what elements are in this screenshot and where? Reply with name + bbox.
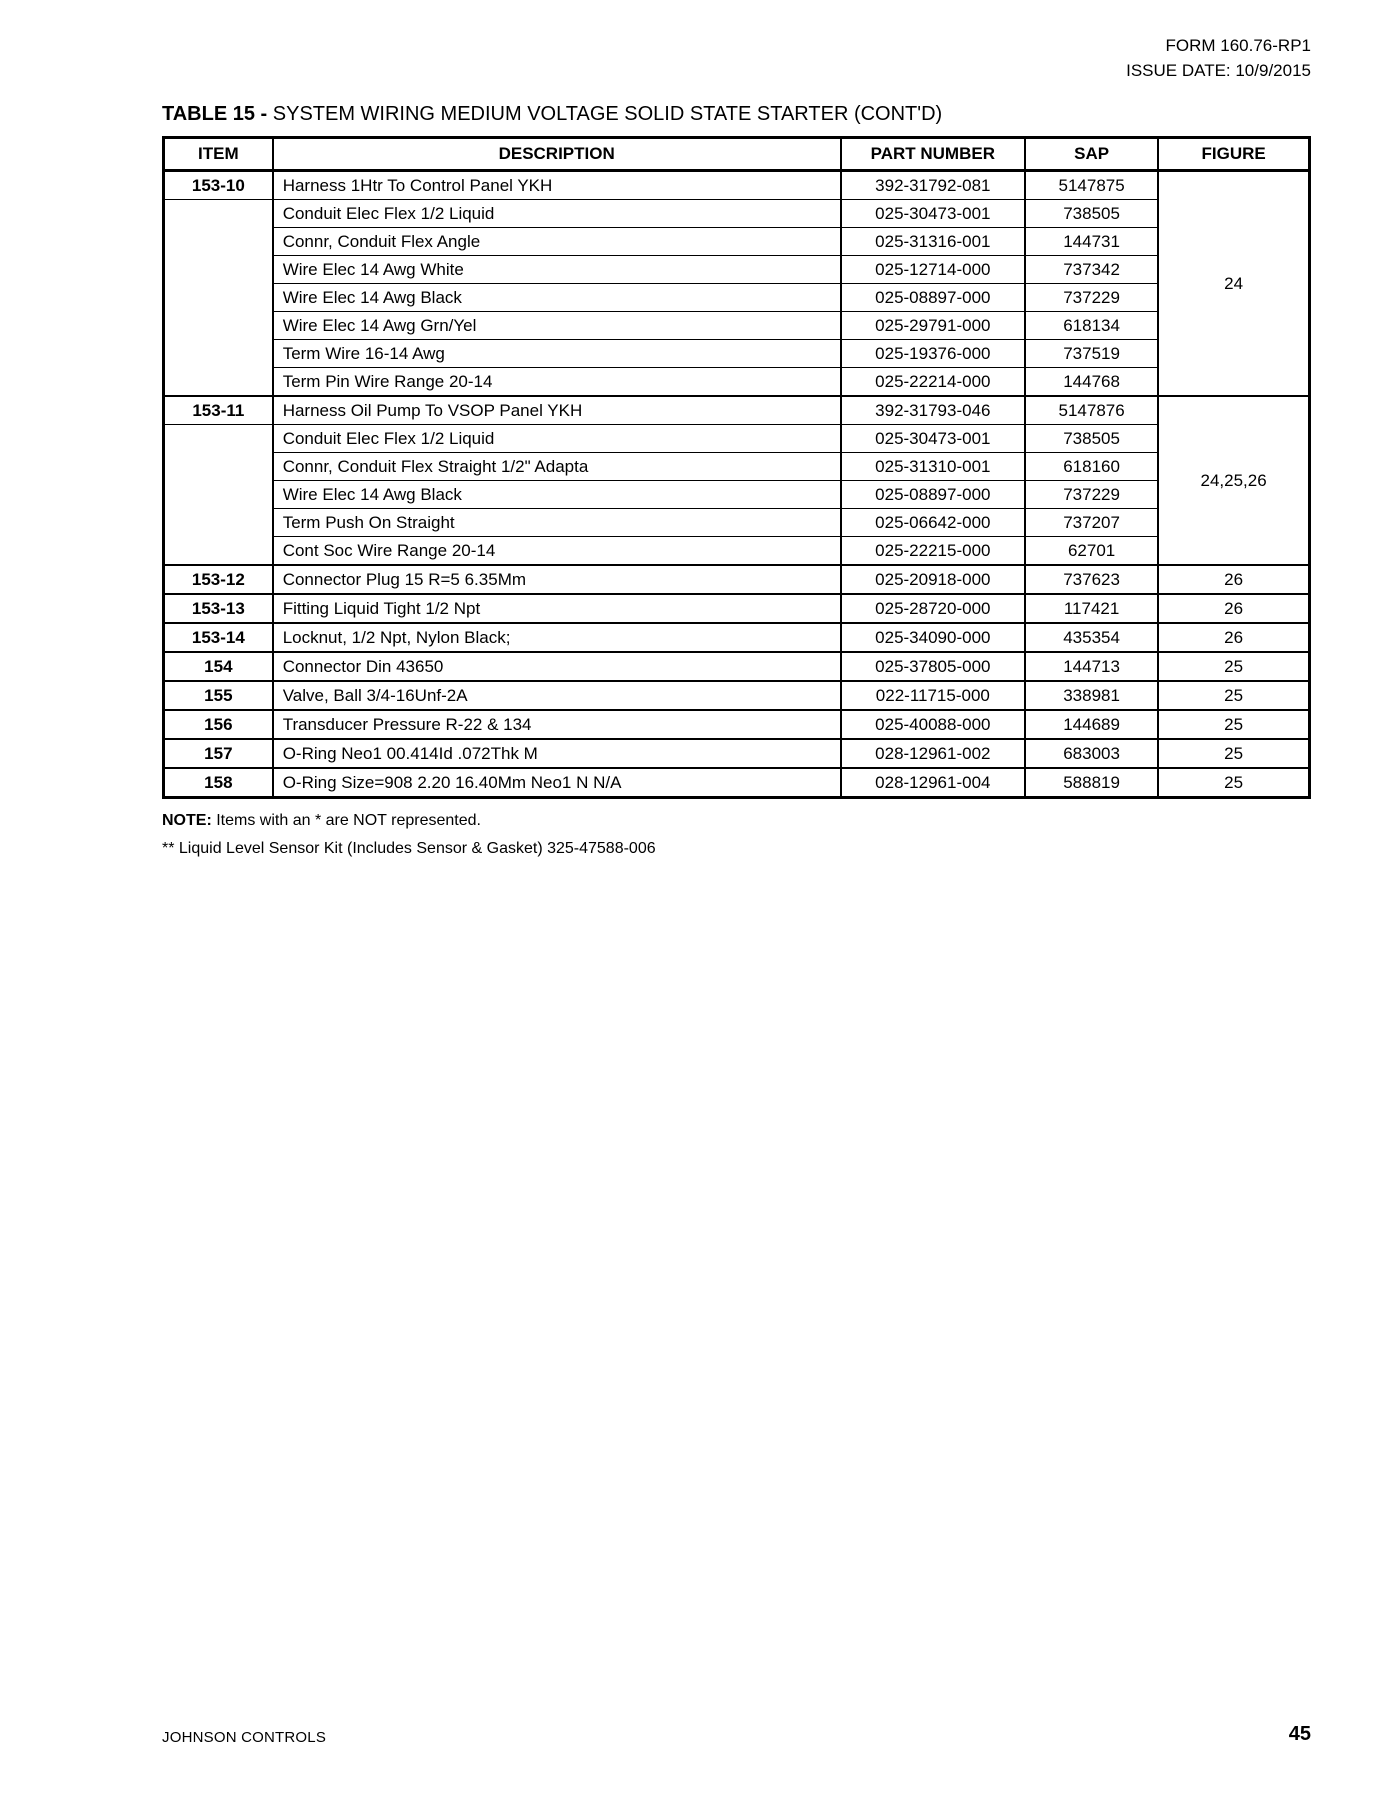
sap-cell: 737207	[1025, 509, 1158, 537]
table-row	[164, 565, 1310, 594]
table-row	[164, 312, 1310, 340]
table-row	[164, 256, 1310, 284]
table-row	[164, 228, 1310, 256]
form-number: FORM 160.76-RP1	[1165, 36, 1311, 55]
table-row	[164, 681, 1310, 710]
part-number-cell: 025-28720-000	[841, 594, 1025, 623]
description-cell: Term Wire 16-14 Awg	[273, 340, 841, 368]
description-cell: Wire Elec 14 Awg Grn/Yel	[273, 312, 841, 340]
column-header: DESCRIPTION	[273, 138, 841, 171]
column-header: FIGURE	[1158, 138, 1309, 171]
figure-cell: 25	[1158, 710, 1309, 739]
description-cell: Conduit Elec Flex 1/2 Liquid	[273, 425, 841, 453]
table-row	[164, 368, 1310, 397]
figure-cell: 26	[1158, 623, 1309, 652]
sap-cell: 588819	[1025, 768, 1158, 798]
part-number-cell: 022-11715-000	[841, 681, 1025, 710]
sap-cell: 618134	[1025, 312, 1158, 340]
description-cell: Conduit Elec Flex 1/2 Liquid	[273, 200, 841, 228]
table-row	[164, 481, 1310, 509]
figure-cell: 25	[1158, 739, 1309, 768]
table-row	[164, 509, 1310, 537]
part-number-cell: 025-30473-001	[841, 425, 1025, 453]
part-number-cell: 025-29791-000	[841, 312, 1025, 340]
table-row	[164, 396, 1310, 425]
part-number-cell: 028-12961-002	[841, 739, 1025, 768]
part-number-cell: 392-31792-081	[841, 171, 1025, 200]
table-row	[164, 340, 1310, 368]
figure-cell: 25	[1158, 768, 1309, 798]
part-number-cell: 392-31793-046	[841, 396, 1025, 425]
sap-cell: 144768	[1025, 368, 1158, 397]
table-row	[164, 425, 1310, 453]
description-cell: Harness 1Htr To Control Panel YKH	[273, 171, 841, 200]
description-cell: Connector Plug 15 R=5 6.35Mm	[273, 565, 841, 594]
item-cell: 153-14	[164, 623, 273, 652]
description-cell: Cont Soc Wire Range 20-14	[273, 537, 841, 566]
sap-cell: 738505	[1025, 200, 1158, 228]
description-cell: Valve, Ball 3/4-16Unf-2A	[273, 681, 841, 710]
sap-cell: 5147875	[1025, 171, 1158, 200]
figure-cell: 26	[1158, 565, 1309, 594]
parts-table-head	[164, 138, 1310, 171]
item-cell: 155	[164, 681, 273, 710]
sap-cell: 737229	[1025, 284, 1158, 312]
figure-cell: 24,25,26	[1158, 396, 1309, 565]
part-number-cell: 025-37805-000	[841, 652, 1025, 681]
part-number-cell: 025-06642-000	[841, 509, 1025, 537]
description-cell: Harness Oil Pump To VSOP Panel YKH	[273, 396, 841, 425]
description-cell: Transducer Pressure R-22 & 134	[273, 710, 841, 739]
note-line-2: ** Liquid Level Sensor Kit (Includes Sensor & Gasket) 325-47588-006	[162, 840, 656, 857]
figure-cell: 25	[1158, 681, 1309, 710]
description-cell: Wire Elec 14 Awg Black	[273, 284, 841, 312]
parts-table-body	[164, 171, 1310, 798]
item-cell: 153-12	[164, 565, 273, 594]
part-number-cell: 025-30473-001	[841, 200, 1025, 228]
figure-cell: 26	[1158, 594, 1309, 623]
sap-cell: 144713	[1025, 652, 1158, 681]
item-blank-cell	[164, 200, 273, 397]
part-number-cell: 025-22215-000	[841, 537, 1025, 566]
page-number: 45	[1288, 1723, 1311, 1745]
table-title	[162, 103, 942, 126]
part-number-cell: 025-08897-000	[841, 284, 1025, 312]
sap-cell: 683003	[1025, 739, 1158, 768]
description-cell: O-Ring Neo1 00.414Id .072Thk M	[273, 739, 841, 768]
document-header	[1126, 33, 1311, 83]
table-header-row	[164, 138, 1310, 171]
table-row	[164, 594, 1310, 623]
sap-cell: 144731	[1025, 228, 1158, 256]
part-number-cell: 025-22214-000	[841, 368, 1025, 397]
figure-cell: 25	[1158, 652, 1309, 681]
item-cell: 153-13	[164, 594, 273, 623]
item-cell: 158	[164, 768, 273, 798]
description-cell: Connr, Conduit Flex Angle	[273, 228, 841, 256]
part-number-cell: 028-12961-004	[841, 768, 1025, 798]
sap-cell: 144689	[1025, 710, 1158, 739]
table-title-text: SYSTEM WIRING MEDIUM VOLTAGE SOLID STATE STARTER (CONT'D)	[272, 103, 943, 125]
description-cell: O-Ring Size=908 2.20 16.40Mm Neo1 N N/A	[273, 768, 841, 798]
sap-cell: 117421	[1025, 594, 1158, 623]
description-cell: Connr, Conduit Flex Straight 1/2" Adapta	[273, 453, 841, 481]
table-row	[164, 652, 1310, 681]
item-cell: 156	[164, 710, 273, 739]
description-cell: Connector Din 43650	[273, 652, 841, 681]
table-row	[164, 171, 1310, 200]
sap-cell: 5147876	[1025, 396, 1158, 425]
column-header: SAP	[1025, 138, 1158, 171]
table-title-label: TABLE 15 -	[162, 103, 268, 125]
description-cell: Fitting Liquid Tight 1/2 Npt	[273, 594, 841, 623]
sap-cell: 338981	[1025, 681, 1158, 710]
column-header: ITEM	[164, 138, 273, 171]
table-row	[164, 200, 1310, 228]
part-number-cell: 025-19376-000	[841, 340, 1025, 368]
part-number-cell: 025-40088-000	[841, 710, 1025, 739]
table-row	[164, 768, 1310, 798]
note-label: NOTE:	[162, 812, 212, 829]
description-cell: Term Pin Wire Range 20-14	[273, 368, 841, 397]
footer-company: JOHNSON CONTROLS	[162, 1729, 327, 1746]
part-number-cell: 025-31316-001	[841, 228, 1025, 256]
sap-cell: 737229	[1025, 481, 1158, 509]
description-cell: Wire Elec 14 Awg White	[273, 256, 841, 284]
table-row	[164, 710, 1310, 739]
sap-cell: 737342	[1025, 256, 1158, 284]
item-cell: 157	[164, 739, 273, 768]
sap-cell: 435354	[1025, 623, 1158, 652]
part-number-cell: 025-08897-000	[841, 481, 1025, 509]
table-row	[164, 623, 1310, 652]
item-cell: 153-11	[164, 396, 273, 425]
item-cell: 153-10	[164, 171, 273, 200]
item-blank-cell	[164, 425, 273, 566]
part-number-cell: 025-20918-000	[841, 565, 1025, 594]
item-cell: 154	[164, 652, 273, 681]
part-number-cell: 025-12714-000	[841, 256, 1025, 284]
figure-cell: 24	[1158, 171, 1309, 397]
part-number-cell: 025-34090-000	[841, 623, 1025, 652]
table-row	[164, 453, 1310, 481]
sap-cell: 618160	[1025, 453, 1158, 481]
parts-table	[162, 136, 1311, 799]
note-text: Items with an * are NOT represented.	[216, 812, 481, 829]
sap-cell: 738505	[1025, 425, 1158, 453]
sap-cell: 737623	[1025, 565, 1158, 594]
column-header: PART NUMBER	[841, 138, 1025, 171]
sap-cell: 62701	[1025, 537, 1158, 566]
description-cell: Locknut, 1/2 Npt, Nylon Black;	[273, 623, 841, 652]
table-row	[164, 284, 1310, 312]
part-number-cell: 025-31310-001	[841, 453, 1025, 481]
description-cell: Term Push On Straight	[273, 509, 841, 537]
table-row	[164, 537, 1310, 566]
issue-date: ISSUE DATE: 10/9/2015	[1126, 61, 1311, 80]
description-cell: Wire Elec 14 Awg Black	[273, 481, 841, 509]
note-line	[162, 812, 481, 830]
table-row	[164, 739, 1310, 768]
sap-cell: 737519	[1025, 340, 1158, 368]
